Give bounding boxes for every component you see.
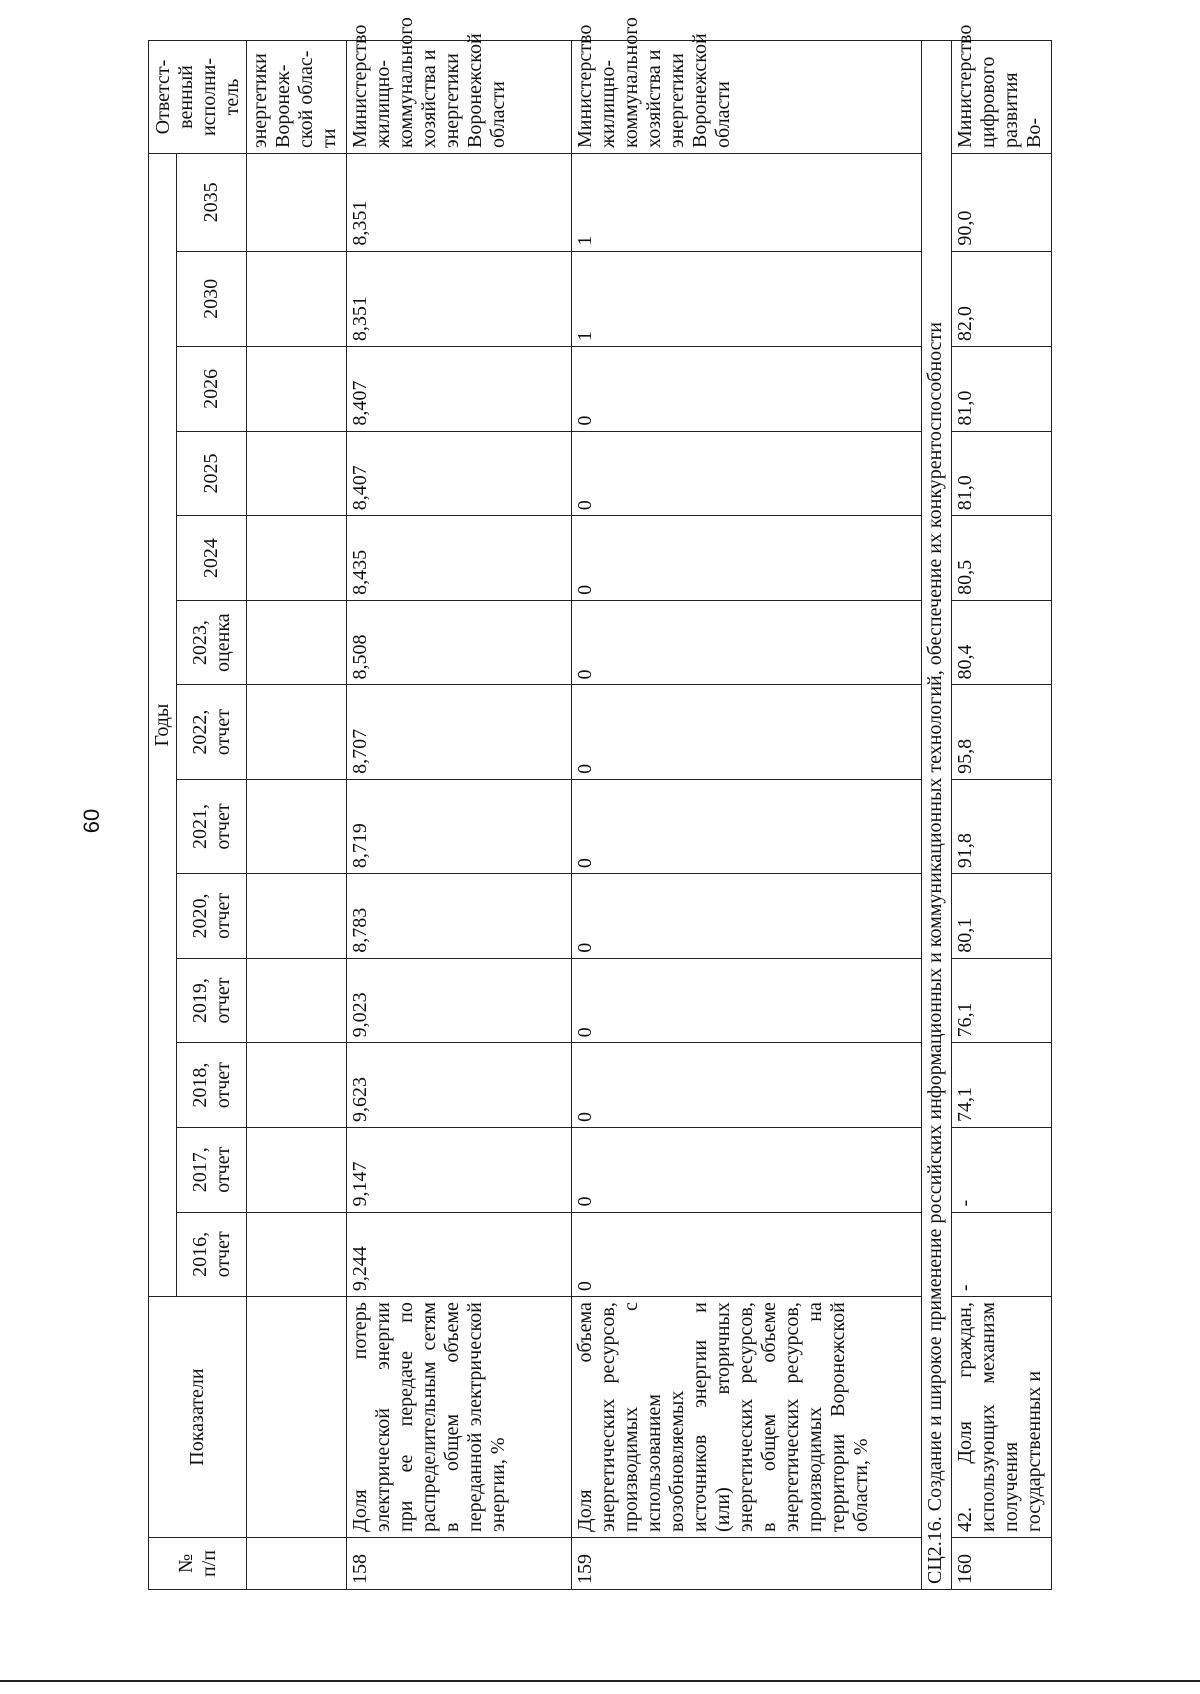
year-header: 2020, отчет — [177, 874, 247, 959]
year-header: 2021, отчет — [177, 779, 247, 873]
cell-empty — [247, 1537, 347, 1589]
value-cell: 8,508 — [347, 600, 572, 685]
responsible-cell: Министерство жилищно-коммунального хозяйства и энергетики Воронежской области — [347, 41, 572, 154]
year-header: 2019, отчет — [177, 958, 247, 1043]
header-responsible: Ответст- венный исполни- тель — [149, 41, 247, 154]
header-num: № п/п — [149, 1537, 247, 1589]
value-cell: 0 — [572, 347, 922, 432]
section-title: СЦ2.16. Создание и широкое применение российских информационных и коммуникационных технологий, обеспечение их конкурентоспособности — [922, 41, 952, 1590]
value-cell: 8,783 — [347, 874, 572, 959]
row-number: 158 — [347, 1537, 572, 1589]
value-cell: 0 — [572, 874, 922, 959]
value-cell: 80,1 — [952, 874, 1052, 959]
value-cell: 1 — [572, 251, 922, 346]
value-cell: 81,0 — [952, 347, 1052, 432]
section-row — [922, 41, 952, 1590]
indicator-cell: Доля потерь электрической энергии при ее передаче по распределительным сетям в общем объеме переданной электрической энергии, % — [347, 1297, 572, 1538]
value-cell: 81,0 — [952, 431, 1052, 516]
table-row — [572, 41, 922, 1590]
year-header: 2022, отчет — [177, 685, 247, 779]
continuation-row — [247, 41, 347, 1590]
value-cell: 0 — [572, 1043, 922, 1128]
value-cell: 9,244 — [347, 1212, 572, 1297]
year-header: 2025 — [177, 431, 247, 516]
year-header: 2017, отчет — [177, 1127, 247, 1212]
value-cell: 8,351 — [347, 153, 572, 251]
value-cell: 0 — [572, 1127, 922, 1212]
value-cell: 80,5 — [952, 516, 1052, 601]
page-number: 60 — [79, 808, 105, 834]
table-row — [952, 41, 1052, 1590]
value-cell: 80,4 — [952, 600, 1052, 685]
value-cell: 0 — [572, 779, 922, 873]
value-cell: 0 — [572, 685, 922, 779]
value-cell: 0 — [572, 600, 922, 685]
value-cell: 95,8 — [952, 685, 1052, 779]
value-cell: 74,1 — [952, 1043, 1052, 1128]
value-cell: 90,0 — [952, 153, 1052, 251]
year-header: 2035 — [177, 153, 247, 251]
value-cell: 8,351 — [347, 251, 572, 346]
value-cell: 8,435 — [347, 516, 572, 601]
value-cell: 8,407 — [347, 431, 572, 516]
value-cell: 8,719 — [347, 779, 572, 873]
responsible-cell: Министерство жилищно-коммунального хозяйства и энергетики Воронежской области — [572, 41, 922, 154]
value-cell: 9,023 — [347, 958, 572, 1043]
value-cell: 76,1 — [952, 958, 1052, 1043]
value-cell: 8,407 — [347, 347, 572, 432]
year-header: 2026 — [177, 347, 247, 432]
responsible-cell: Министерство цифрового развития Во- — [952, 41, 1052, 154]
year-header: 2016, отчет — [177, 1212, 247, 1297]
value-cell: 0 — [572, 958, 922, 1043]
header-years-group: Годы — [149, 153, 177, 1296]
header-indicators: Показатели — [149, 1297, 247, 1538]
value-cell: 1 — [572, 153, 922, 251]
value-cell: 0 — [572, 516, 922, 601]
responsible-cell: энергетики Воронеж- ской облас- ти — [247, 41, 347, 154]
table-row — [347, 41, 572, 1590]
row-number: 159 — [572, 1537, 922, 1589]
indicators-table — [148, 17, 1052, 1590]
value-cell: 0 — [572, 1212, 922, 1297]
value-cell: - — [952, 1127, 1052, 1212]
cell-empty — [247, 1297, 347, 1538]
year-header: 2023, оценка — [177, 600, 247, 685]
header-row-1 — [149, 41, 177, 1590]
value-cell: 9,623 — [347, 1043, 572, 1128]
value-cell: - — [952, 1212, 1052, 1297]
year-header: 2024 — [177, 516, 247, 601]
value-cell: 8,707 — [347, 685, 572, 779]
value-cell: 91,8 — [952, 779, 1052, 873]
rotated-table-container — [148, 17, 1098, 1590]
row-number: 160 — [952, 1537, 1052, 1589]
year-header: 2030 — [177, 251, 247, 346]
indicator-cell: Доля объема энергетических ресурсов, производимых с использованием возобновляемых источников энергии и (или) вторичных энергетических ресурсов, в общем объеме энергетических ресурсов, производимых на территории Воронежской области, % — [572, 1297, 922, 1538]
value-cell: 9,147 — [347, 1127, 572, 1212]
indicator-cell: 42. Доля граждан, использующих механизм получения государственных и — [952, 1297, 1052, 1538]
bottom-rule — [0, 1680, 1200, 1682]
year-header: 2018, отчет — [177, 1043, 247, 1128]
value-cell: 82,0 — [952, 251, 1052, 346]
value-cell: 0 — [572, 431, 922, 516]
